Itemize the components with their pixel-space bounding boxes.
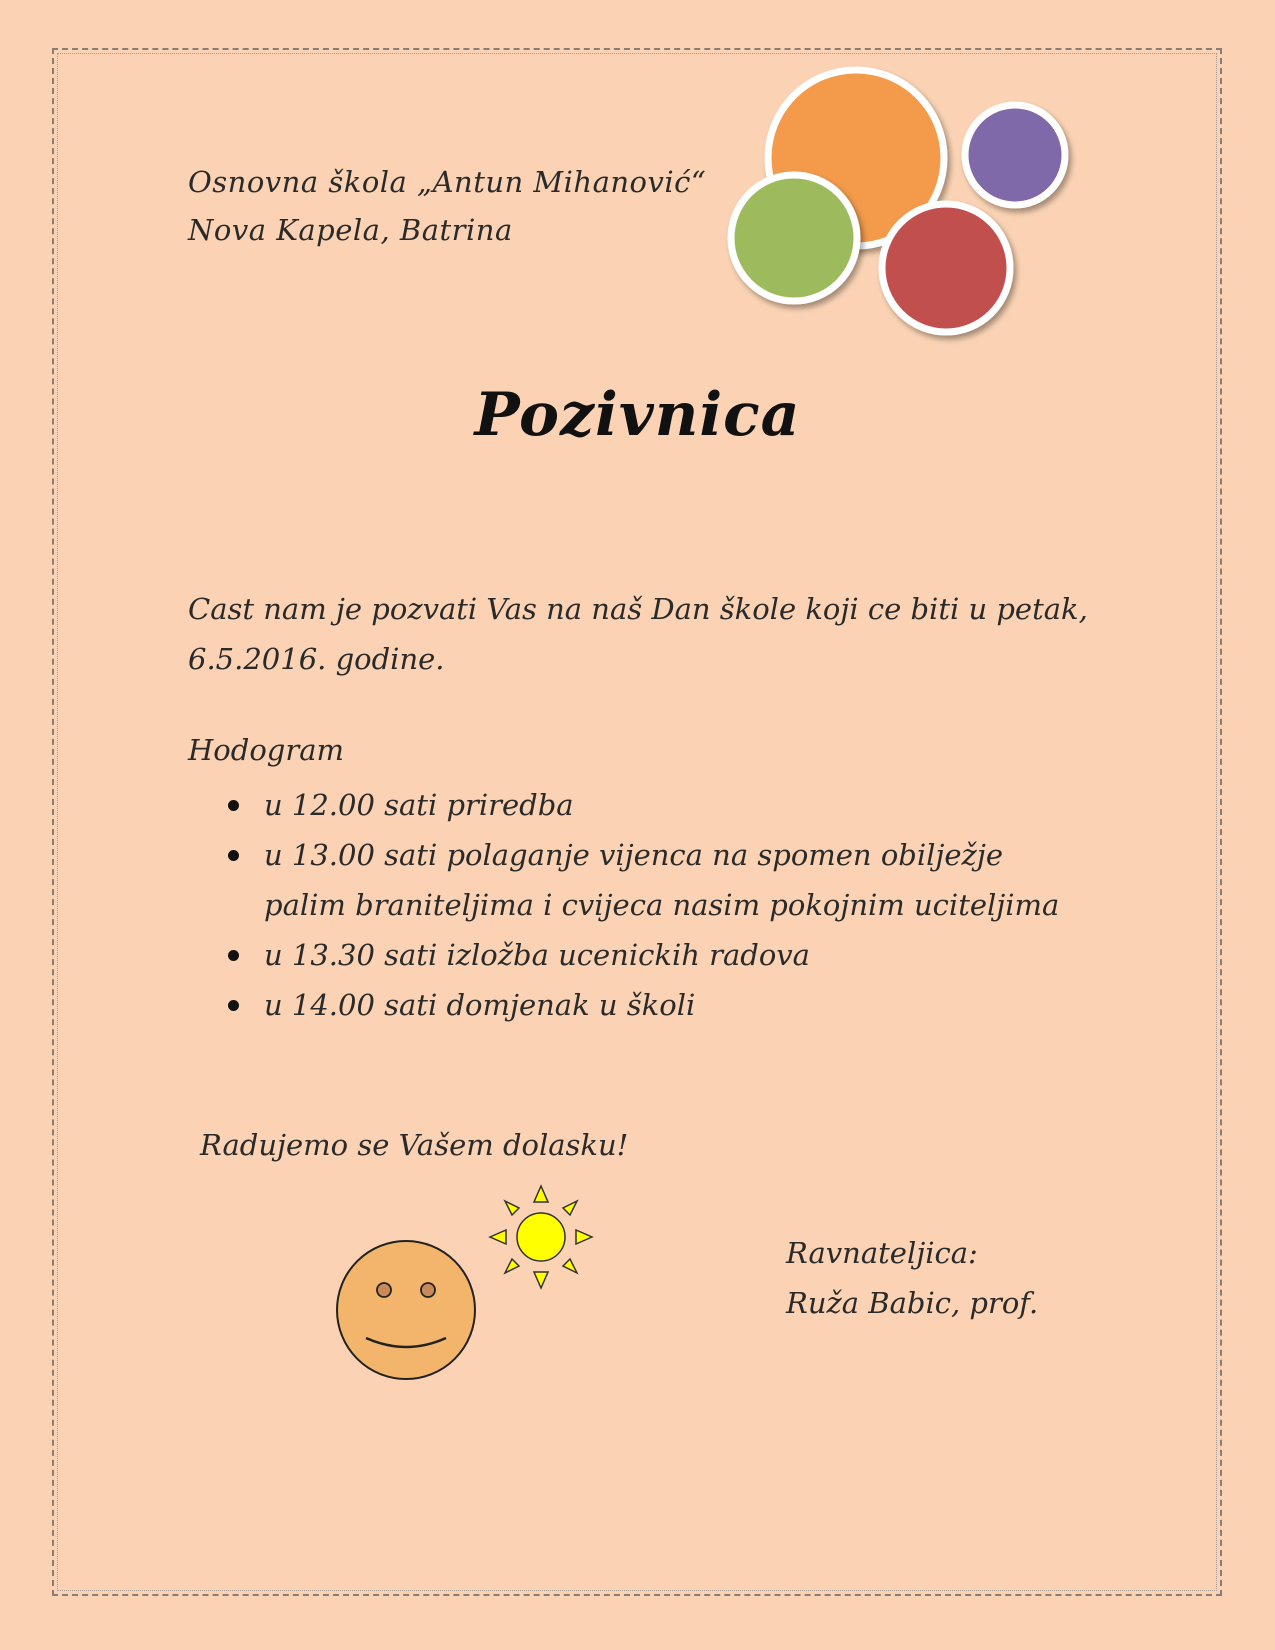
- signature-role: Ravnateljica:: [786, 1236, 978, 1270]
- sun-icon: [488, 1184, 594, 1290]
- signature-block: [786, 1228, 1038, 1328]
- bullet-icon: [228, 850, 239, 861]
- intro-line-2: 6.5.2016. godine.: [188, 642, 445, 676]
- purple-circle: [965, 105, 1065, 205]
- smiley-face-icon: [334, 1238, 478, 1382]
- colored-circles-icon: [720, 60, 1080, 350]
- signature-name: Ruža Babic, prof.: [786, 1286, 1039, 1320]
- schedule-list: [188, 780, 1088, 1030]
- green-circle: [731, 175, 857, 301]
- list-item: [188, 930, 1088, 980]
- list-item: [188, 780, 1088, 830]
- list-item-text: u 12.00 sati priredba: [264, 788, 574, 822]
- bullet-icon: [228, 1000, 239, 1011]
- school-location: Nova Kapela, Batrina: [188, 213, 513, 247]
- school-header: [188, 158, 706, 254]
- bullet-icon: [228, 950, 239, 961]
- page-title: Pozivnica: [474, 380, 801, 450]
- smiley-right-eye: [421, 1283, 435, 1297]
- red-circle: [882, 204, 1010, 332]
- list-item-text: u 14.00 sati domjenak u školi: [264, 988, 696, 1022]
- list-item: [188, 980, 1088, 1030]
- list-item-text: u 13.00 sati polaganje vijenca na spomen obilježje palim braniteljima i cvijeca nasim pokojnim uciteljima: [264, 838, 1060, 922]
- school-name: Osnovna škola „Antun Mihanović“: [188, 165, 707, 199]
- closing-text: Radujemo se Vašem dolasku!: [200, 1128, 629, 1162]
- intro-line-1: Cast nam je pozvati Vas na naš Dan škole koji ce biti u petak,: [188, 592, 1088, 626]
- smiley-left-eye: [377, 1283, 391, 1297]
- list-item: [188, 830, 1088, 930]
- intro-paragraph: [188, 584, 1088, 684]
- bullet-icon: [228, 800, 239, 811]
- hodogram-heading: Hodogram: [188, 733, 344, 767]
- list-item-text: u 13.30 sati izložba ucenickih radova: [264, 938, 810, 972]
